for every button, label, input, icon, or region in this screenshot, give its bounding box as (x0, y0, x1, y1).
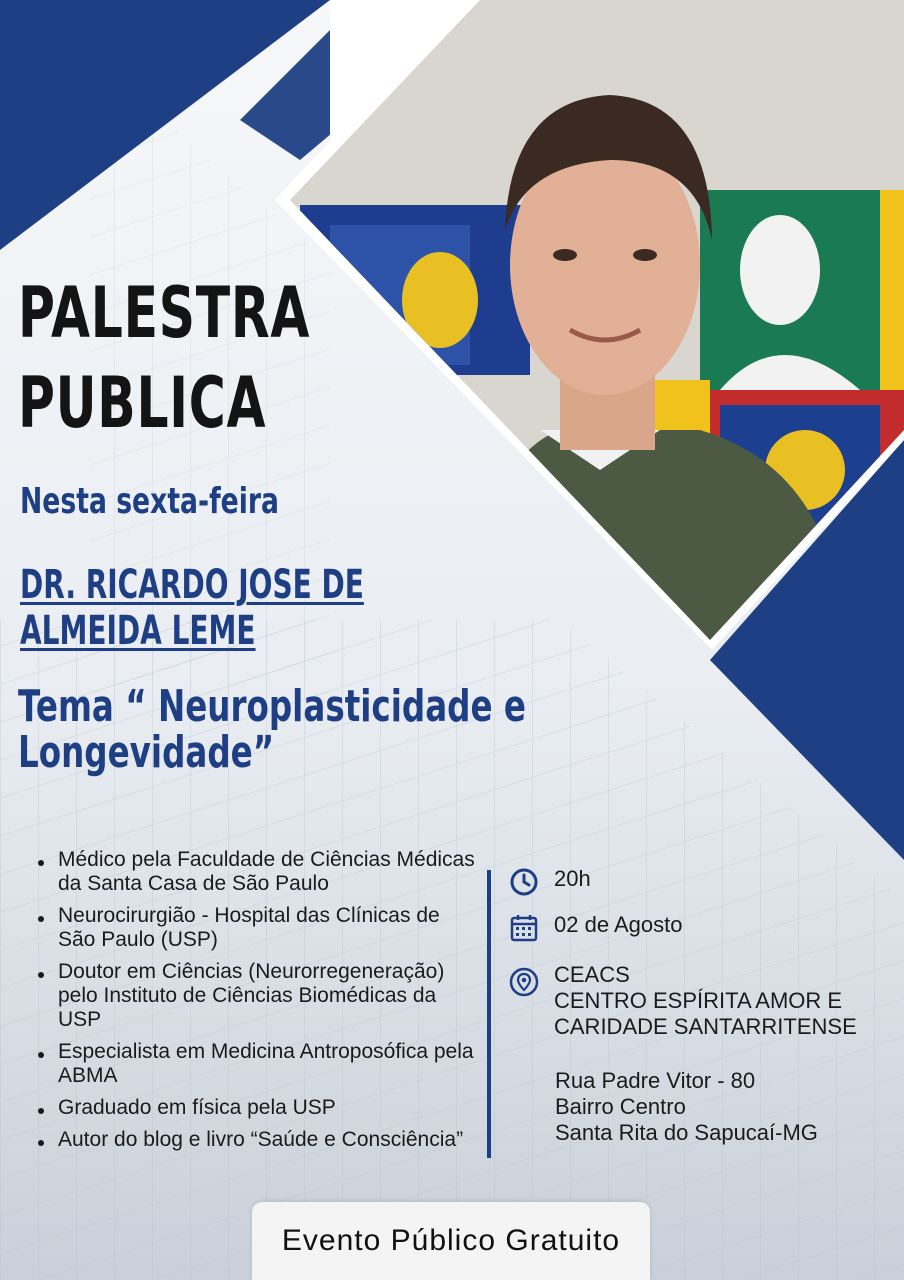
address-line-3: Santa Rita do Sapucaí-MG (555, 1120, 818, 1145)
speaker-name-line-2: ALMEIDA LEME (20, 608, 256, 654)
bio-item: Autor do blog e livro “Saúde e Consciência” (36, 1128, 476, 1152)
title-line-2: PUBLICA (18, 362, 267, 444)
theme-line-2: Longevidade” (18, 727, 275, 778)
speaker-name (20, 562, 364, 654)
poster-subtitle: Nesta sexta-feira (20, 481, 279, 522)
venue-line-2: CENTRO ESPÍRITA AMOR E (554, 988, 843, 1013)
theme-line-1: Tema “ Neuroplasticidade e (18, 681, 526, 732)
info-divider (487, 870, 491, 1158)
venue-line-1: CEACS (554, 962, 630, 987)
event-date-text: 02 de Agosto (554, 912, 683, 937)
calendar-icon (508, 912, 540, 944)
event-address (555, 1068, 818, 1146)
bio-item: Médico pela Faculdade de Ciências Médicas da Santa Casa de São Paulo (36, 848, 476, 896)
speaker-bio-list (36, 848, 476, 1160)
free-event-badge-label: Evento Público Gratuito (281, 1224, 621, 1257)
bio-item: Graduado em física pela USP (36, 1096, 476, 1120)
venue-line-3: CARIDADE SANTARRITENSE (554, 1014, 857, 1039)
bio-item: Especialista em Medicina Antroposófica pela ABMA (36, 1040, 476, 1088)
talk-theme (18, 681, 526, 778)
event-time (508, 866, 591, 898)
title-line-1: PALESTRA (18, 272, 311, 354)
bio-item: Doutor em Ciências (Neurorregeneração) pelo Instituto de Ciências Biomédicas da USP (36, 960, 476, 1032)
event-date (508, 912, 682, 944)
map-pin-icon (508, 966, 540, 998)
speaker-name-line-1: DR. RICARDO JOSE DE (20, 562, 364, 608)
event-venue (508, 962, 857, 1040)
address-line-1: Rua Padre Vitor - 80 (555, 1068, 756, 1093)
bio-item: Neurocirurgião - Hospital das Clínicas de São Paulo (USP) (36, 904, 476, 952)
free-event-badge (252, 1202, 650, 1280)
clock-icon (508, 866, 540, 898)
event-time-text: 20h (554, 866, 591, 891)
poster-title (18, 268, 310, 448)
address-line-2: Bairro Centro (555, 1094, 686, 1119)
